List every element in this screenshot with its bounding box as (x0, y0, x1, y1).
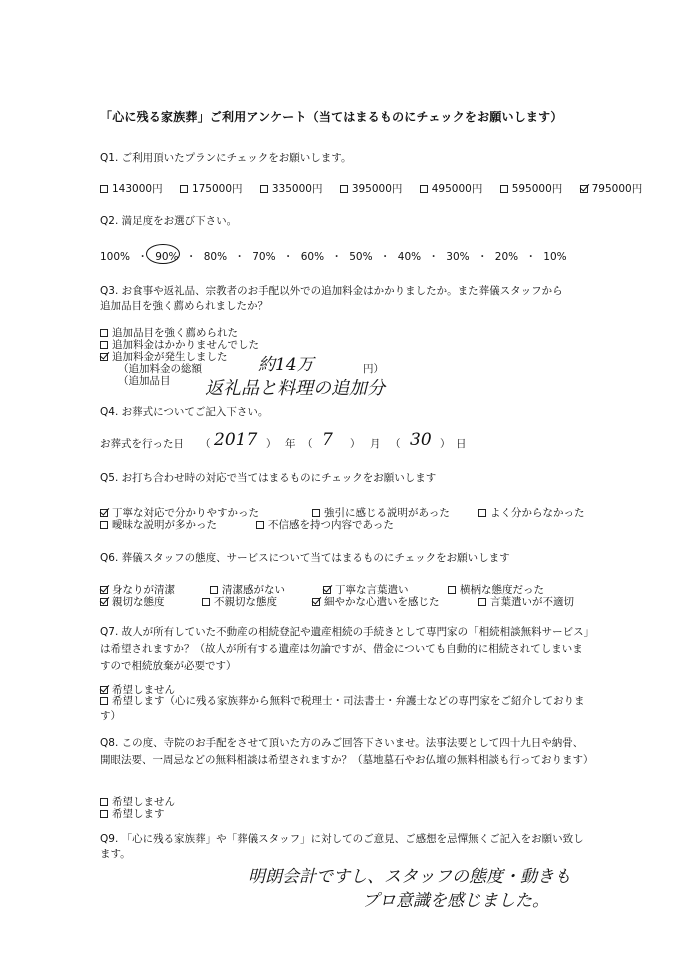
q2-scale: 100% ・ 90% ・ 80% ・ 70% ・ 60% ・ 50% ・ 40% ・ 30% ・ 20% ・ 10% (100, 251, 567, 263)
q4-year-unit: 年 (285, 438, 296, 450)
q2-text: Q2. 満足度をお選び下さい。 (100, 215, 238, 227)
q4-paren-open-2: （ (302, 438, 313, 450)
checkbox-icon[interactable] (210, 586, 218, 594)
checkbox-icon[interactable] (256, 521, 264, 529)
q3-total-unit: 円） (363, 363, 384, 375)
checkbox-icon[interactable] (448, 586, 456, 594)
q6-option-8[interactable]: 言葉遣いが不適切 (478, 594, 574, 609)
checkbox-checked-icon[interactable] (100, 686, 108, 694)
q4-year: 2017 (214, 430, 258, 450)
q4-paren-open-3: （ (390, 438, 401, 450)
q6-option-7[interactable]: 細やかな心遣いを感じた (312, 594, 440, 609)
q5-option-4[interactable]: 曖昧な説明が多かった (100, 517, 217, 532)
q9-handwritten-line2: プロ意識を感じました。 (362, 891, 549, 911)
checkbox-icon[interactable] (340, 185, 348, 193)
q4-day: 30 (410, 430, 432, 450)
q6-option-3[interactable]: 丁寧な言葉遣い (323, 582, 409, 597)
q7-text: Q7. 故人が所有していた不動産の相続登記や遺産相続の手続きとして専門家の「相続相談無料サービス」は希望されますか？（故人が所有する遺産は勿論ですが、借金についても自動的に相続されてしまいますので相続放棄が必要です） (100, 626, 589, 672)
q4-paren-open-1: （ (200, 438, 211, 450)
q1-option-4[interactable]: 395000円 (340, 181, 403, 196)
q3-option-2[interactable]: 追加料金はかかりませんでした (100, 337, 259, 352)
checkbox-icon[interactable] (100, 185, 108, 193)
q4-text: Q4. お葬式についてご記入下さい。 (100, 406, 269, 418)
checkbox-icon[interactable] (260, 185, 268, 193)
q8-option-1[interactable]: 希望しません (100, 794, 175, 809)
checkbox-checked-icon[interactable] (312, 598, 320, 606)
checkbox-icon[interactable] (100, 341, 108, 349)
q1-option-7[interactable]: 795000円 (580, 181, 643, 196)
q3-option-1[interactable]: 追加品目を強く薦められた (100, 325, 238, 340)
checkbox-checked-icon[interactable] (580, 185, 588, 193)
q6-text: Q6. 葬儀スタッフの態度、サービスについて当てはまるものにチェックをお願いします (100, 552, 510, 564)
q5-text: Q5. お打ち合わせ時の対応で当てはまるものにチェックをお願いします (100, 472, 437, 484)
checkbox-icon[interactable] (312, 509, 320, 517)
q5-option-2[interactable]: 強引に感じる説明があった (312, 505, 450, 520)
q4-month: 7 (322, 430, 333, 450)
q8-text: Q8. この度、寺院のお手配をさせて頂いた方のみご回答下さいませ。法事法要として四十九日や納骨、開眼法要、一周忌などの無料相談は希望されますか？（墓地墓石やお仏壇の無料相談も行っております） (100, 737, 594, 766)
q3-option-3[interactable]: 追加料金が発生しました (100, 349, 228, 364)
q4-month-unit: 月 (370, 438, 381, 450)
q5-option-3[interactable]: よく分からなかった (478, 505, 585, 520)
checkbox-checked-icon[interactable] (100, 353, 108, 361)
q9-text: Q9. 「心に残る家族葬」や「葬儀スタッフ」に対してのご意見、ご感想を忌憚無くご記入をお願い致します。 (100, 833, 584, 860)
checkbox-icon[interactable] (100, 697, 108, 705)
q4-paren-close-3: ） (440, 438, 451, 450)
q3-handwritten-total: 約14万 (258, 355, 314, 375)
q3-line2: 追加品目を強く薦められましたか？ (100, 300, 268, 312)
q5-option-1[interactable]: 丁寧な対応で分かりやすかった (100, 505, 259, 520)
q6-option-6[interactable]: 不親切な態度 (202, 594, 277, 609)
q4-paren-close-1: ） (266, 438, 277, 450)
q3-line1: Q3. お食事や返礼品、宗教者のお手配以外での追加料金はかかりましたか。また葬儀スタッフから (100, 285, 563, 297)
q8-option-2[interactable]: 希望します (100, 806, 165, 821)
q1-option-2[interactable]: 175000円 (180, 181, 243, 196)
checkbox-icon[interactable] (100, 810, 108, 818)
q1-option-6[interactable]: 595000円 (500, 181, 563, 196)
q9-handwritten-line1: 明朗会計ですし、スタッフの態度・動きも (248, 867, 571, 887)
q1-option-1[interactable]: 143000円 (100, 181, 163, 196)
q6-option-1[interactable]: 身なりが清潔 (100, 582, 175, 597)
q6-option-4[interactable]: 横柄な態度だった (448, 582, 544, 597)
q7-option-1[interactable]: 希望しません (100, 682, 175, 697)
q1-option-3[interactable]: 335000円 (260, 181, 323, 196)
checkbox-icon[interactable] (180, 185, 188, 193)
q3-handwritten-items: 返礼品と料理の追加分 (205, 378, 385, 399)
q4-paren-close-2: ） (350, 438, 361, 450)
q4-day-unit: 日 (456, 438, 467, 450)
q3-total-label: （追加料金の総額 (118, 363, 202, 375)
checkbox-checked-icon[interactable] (100, 509, 108, 517)
q7-option-2[interactable]: 希望します（心に残る家族葬から無料で税理士・司法書士・弁護士などの専門家をご紹介しております） (100, 695, 585, 722)
checkbox-icon[interactable] (478, 598, 486, 606)
q3-item-label: （追加品目 (118, 375, 171, 387)
q1-option-5[interactable]: 495000円 (420, 181, 483, 196)
checkbox-icon[interactable] (202, 598, 210, 606)
checkbox-icon[interactable] (420, 185, 428, 193)
checkbox-checked-icon[interactable] (100, 586, 108, 594)
q6-option-2[interactable]: 清潔感がない (210, 582, 285, 597)
checkbox-icon[interactable] (500, 185, 508, 193)
checkbox-icon[interactable] (100, 521, 108, 529)
q1-options (100, 181, 642, 196)
checkbox-icon[interactable] (478, 509, 486, 517)
q4-date-label: お葬式を行った日 (100, 438, 184, 450)
checkbox-checked-icon[interactable] (100, 598, 108, 606)
checkbox-icon[interactable] (100, 329, 108, 337)
q2-selected-circle (146, 244, 180, 264)
q6-option-5[interactable]: 親切な態度 (100, 594, 165, 609)
checkbox-checked-icon[interactable] (323, 586, 331, 594)
q5-option-5[interactable]: 不信感を持つ内容であった (256, 517, 394, 532)
page-title: 「心に残る家族葬」ご利用アンケート（当てはまるものにチェックをお願いします） (100, 110, 563, 124)
q1-text: Q1. ご利用頂いたプランにチェックをお願いします。 (100, 152, 352, 164)
checkbox-icon[interactable] (100, 798, 108, 806)
